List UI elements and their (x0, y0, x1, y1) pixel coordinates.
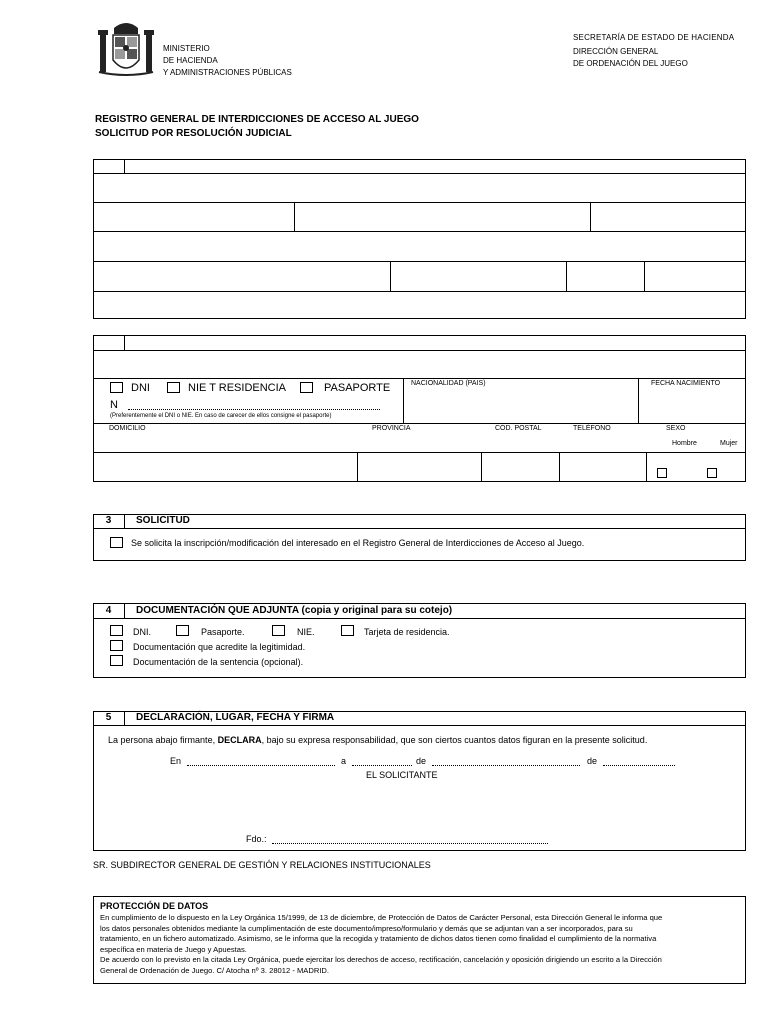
adjunta-dni-label: DNI. (133, 627, 151, 637)
direccion-line-2: DE ORDENACIÓN DEL JUEGO (573, 59, 688, 68)
section-2-divider-sexo (646, 452, 647, 482)
secretaria-label: SECRETARÍA DE ESTADO DE HACIENDA (573, 33, 735, 42)
adjunta-sentencia-label: Documentación de la sentencia (opcional). (133, 657, 304, 667)
section-1-line-2 (93, 202, 746, 203)
dni-checkbox[interactable] (110, 382, 123, 393)
section-5-number-divider (124, 711, 125, 725)
privacy-line-3: tratamiento, en un fichero automatizado. Asimismo, se le informa que la recogida y tratamiento de dichos datos tienen como finalidad el cumplimiento de la normativa (100, 934, 657, 944)
section-5-box (93, 711, 746, 851)
ministry-line-3: Y ADMINISTRACIONES PÚBLICAS (163, 68, 292, 77)
document-number-input[interactable] (128, 409, 380, 410)
section-1-divider-c (390, 261, 391, 291)
a-label: a (341, 756, 347, 766)
section-1-divider-b (590, 202, 591, 231)
nie-checkbox[interactable] (167, 382, 180, 393)
ministry-line-1: MINISTERIO (163, 44, 210, 53)
adjunta-nie-label: NIE. (297, 627, 315, 637)
section-1-number-divider (124, 159, 125, 173)
section-3-number-divider (124, 514, 125, 528)
cod-postal-label: CÓD. POSTAL (495, 425, 542, 432)
anio-input[interactable] (603, 765, 675, 766)
signature-area[interactable] (250, 785, 570, 830)
dni-label: DNI (131, 382, 150, 394)
section-2-divider-nac (403, 378, 404, 423)
adjunta-legitimidad-checkbox[interactable] (110, 640, 123, 651)
mujer-checkbox[interactable] (707, 468, 717, 478)
section-2-number-divider (124, 335, 125, 350)
form-title-line-1: REGISTRO GENERAL DE INTERDICCIONES DE ACCESO AL JUEGO (95, 114, 419, 125)
section-2-name-field[interactable] (94, 351, 745, 378)
declaration-bold: DECLARA (217, 735, 262, 745)
domicilio-field[interactable] (94, 453, 356, 481)
dia-input[interactable] (352, 765, 412, 766)
section-1-field-row-1[interactable] (94, 174, 745, 202)
domicilio-label: DOMICILIO (109, 425, 146, 432)
solicitud-option-label: Se solicita la inscripción/modificación del interesado en el Registro General de Interdicciones de Acceso al Juego. (131, 538, 585, 548)
solicitante-label: EL SOLICITANTE (366, 770, 438, 780)
privacy-line-5: De acuerdo con lo previsto en la citada Ley Orgánica, puede ejercitar los derechos de acceso, rectificación, cancelación y oposición dirigiendo un escrito a la Dirección (100, 955, 662, 965)
adjunta-tarjeta-checkbox[interactable] (341, 625, 354, 636)
n-label: N (110, 399, 118, 411)
mes-input[interactable] (432, 765, 580, 766)
lugar-input[interactable] (187, 765, 335, 766)
section-3-header-line (93, 528, 746, 529)
section-2-line-2 (93, 378, 746, 379)
declaration-text (108, 735, 647, 745)
privacy-text (100, 913, 742, 977)
section-1-divider-a (294, 202, 295, 231)
nie-label: NIE T RESIDENCIA (188, 382, 287, 394)
telefono-label: TELÉFONO (573, 425, 611, 432)
section-5-number: 5 (105, 712, 112, 723)
fecha-nacimiento-label: FECHA NACIMIENTO (651, 380, 721, 387)
direccion-label (573, 46, 688, 70)
privacy-line-6: General de Ordenación de Juego. C/ Atocha nº 3. 28012 - MADRID. (100, 965, 330, 975)
adjunta-legitimidad-label: Documentación que acredite la legitimidad. (133, 642, 306, 652)
privacy-line-2: los datos personales obtenidos mediante la cumplimentación de este documento/impreso/formulario y demás que se adjuntan van a ser incorporados, para su (100, 923, 633, 933)
en-label: En (170, 756, 182, 766)
document-note: (Preferentemente el DNI o NIE. En caso de carecer de ellos consigne el pasaporte) (110, 413, 332, 419)
section-1-divider-d (566, 261, 567, 291)
section-1-field-row-5[interactable] (94, 292, 745, 318)
pasaporte-checkbox[interactable] (300, 382, 313, 393)
section-5-header-line (93, 725, 746, 726)
section-3-number: 3 (105, 515, 112, 526)
fdo-input[interactable] (272, 843, 548, 844)
provincia-label: PROVINCIA (372, 425, 411, 432)
telefono-field[interactable] (560, 453, 645, 481)
adjunta-dni-checkbox[interactable] (110, 625, 123, 636)
addressee: SR. SUBDIRECTOR GENERAL DE GESTIÓN Y RELACIONES INSTITUCIONALES (93, 860, 431, 870)
adjunta-tarjeta-label: Tarjeta de residencia. (364, 627, 450, 637)
hombre-label: Hombre (672, 440, 697, 447)
section-2-line-3 (93, 423, 746, 424)
section-1-line-4 (93, 261, 746, 262)
fdo-label: Fdo.: (246, 834, 267, 844)
ministry-name (163, 43, 292, 79)
adjunta-pasaporte-label: Pasaporte. (201, 627, 245, 637)
section-4-title: DOCUMENTACIÓN QUE ADJUNTA (copia y original para su cotejo) (136, 605, 453, 616)
mujer-label: Mujer (720, 440, 738, 447)
provincia-field[interactable] (358, 453, 480, 481)
declaration-post: , bajo su expresa responsabilidad, que son ciertos cuantos datos figuran en la presente solicitud. (261, 735, 648, 745)
adjunta-pasaporte-checkbox[interactable] (176, 625, 189, 636)
privacy-line-4: específica en materia de Juego y Apuestas. (100, 944, 247, 954)
sexo-label: SEXO (666, 425, 686, 432)
declaration-pre: La persona abajo firmante, (108, 735, 218, 745)
de-label-1: de (416, 756, 427, 766)
pasaporte-label: PASAPORTE (324, 382, 391, 394)
de-label-2: de (587, 756, 598, 766)
section-4-number: 4 (105, 605, 112, 616)
form-title (95, 113, 419, 141)
cod-postal-field[interactable] (482, 453, 558, 481)
adjunta-nie-checkbox[interactable] (272, 625, 285, 636)
section-5-title: DECLARACIÓN, LUGAR, FECHA Y FIRMA (136, 712, 335, 723)
direccion-line-1: DIRECCIÓN GENERAL (573, 47, 659, 56)
section-1-field-row-3[interactable] (94, 232, 745, 260)
section-4-header-line (93, 618, 746, 619)
coat-of-arms-logo (97, 20, 155, 78)
section-3-title: SOLICITUD (136, 515, 190, 526)
solicitud-checkbox[interactable] (110, 537, 123, 548)
hombre-checkbox[interactable] (657, 468, 667, 478)
privacy-title: PROTECCIÓN DE DATOS (100, 901, 209, 911)
form-title-line-2: SOLICITUD POR RESOLUCIÓN JUDICIAL (95, 128, 292, 139)
section-4-number-divider (124, 603, 125, 618)
adjunta-sentencia-checkbox[interactable] (110, 655, 123, 666)
privacy-line-1: En cumplimiento de lo dispuesto en la Ley Orgánica 15/1999, de 13 de diciembre, de Protección de Datos de Carácter Personal, esta Dirección General le informa que (100, 913, 663, 922)
section-2-divider-fecha (638, 378, 639, 423)
section-1-divider-e (644, 261, 645, 291)
nacionalidad-label: NACIONALIDAD (PAIS) (411, 380, 486, 387)
ministry-line-2: DE HACIENDA (163, 56, 218, 65)
